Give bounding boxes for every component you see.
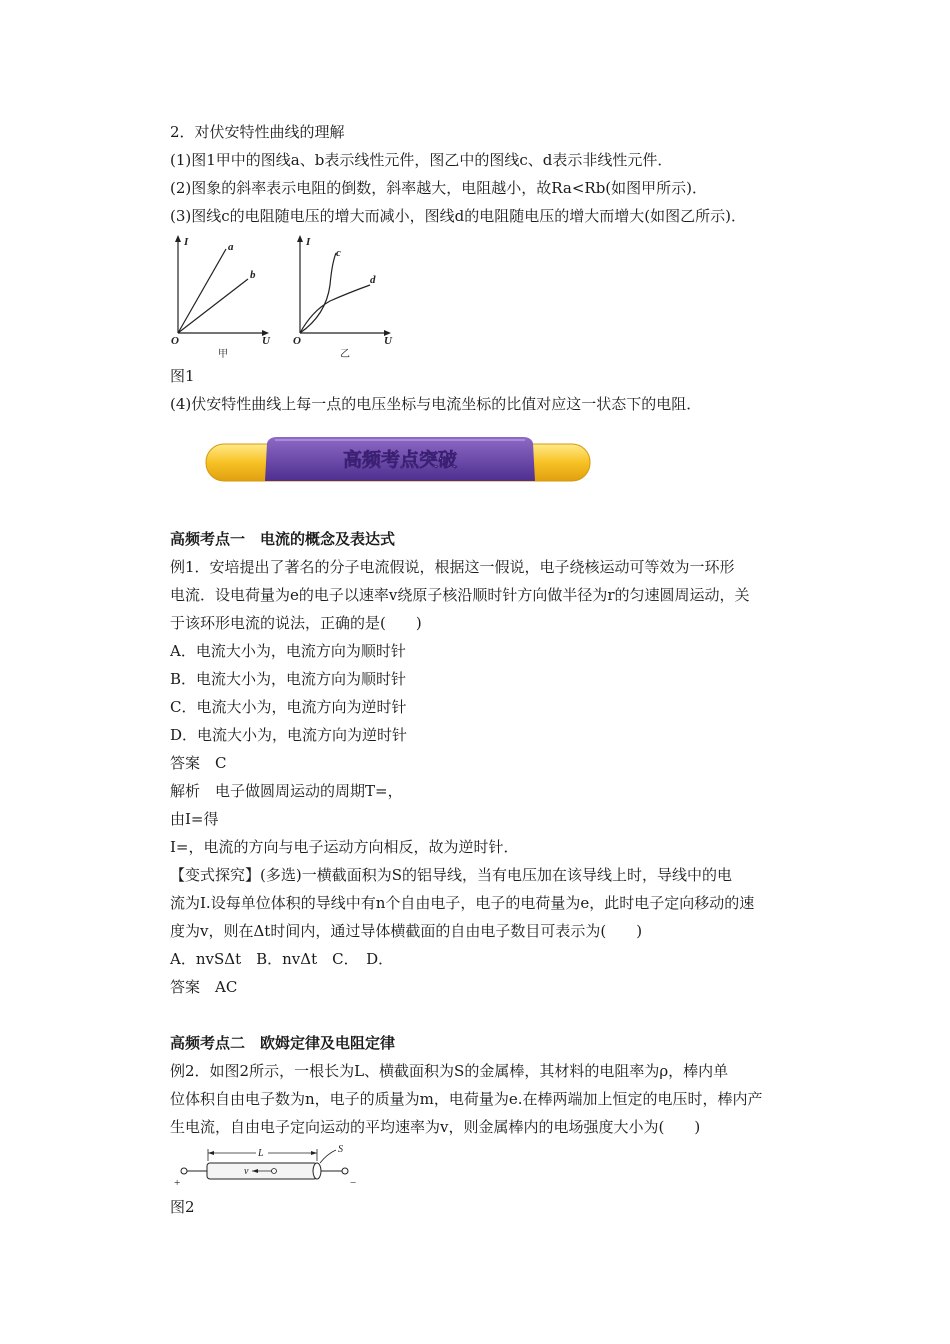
topic1-heading: 高频考点一 电流的概念及表达式 <box>170 530 396 548</box>
topic1-block <box>170 525 820 1141</box>
figure2-metal-rod <box>172 1142 372 1190</box>
area-label: S <box>338 1144 343 1155</box>
variant-line3: 度为v，则在Δt时间内，通过导体横截面的自由电子数目可表示为( ) <box>170 922 643 940</box>
example1-line3: 于该环形电流的说法，正确的是( ) <box>170 614 422 632</box>
section-banner <box>205 437 591 483</box>
axis-u-label-left: U <box>262 335 270 347</box>
line-a-label: a <box>228 241 234 253</box>
paragraph-2: (2)图象的斜率表示电阻的倒数，斜率越大，电阻越小，故Ra<Rb(如图甲所示)． <box>170 179 708 197</box>
answer-1: 答案 C <box>170 754 227 772</box>
topic2-heading: 高频考点二 欧姆定律及电阻定律 <box>170 1034 396 1052</box>
curve-c <box>300 253 336 333</box>
banner-text: 高频考点突破 <box>342 449 458 471</box>
origin-label-right: O <box>293 335 301 347</box>
example2-line3: 生电流，自由电子定向运动的平均速率为v，则金属棒内的电场强度大小为( ) <box>170 1118 701 1136</box>
terminal-left <box>181 1168 187 1174</box>
figure2-label: 图2 <box>170 1198 195 1216</box>
line-a <box>178 249 226 333</box>
spacer <box>170 1001 820 1029</box>
figure2-caption-block <box>170 1193 820 1221</box>
option-a: A．电流大小为，电流方向为顺时针 <box>170 642 406 660</box>
length-arrow-right <box>311 1151 317 1155</box>
terminal-right <box>342 1168 348 1174</box>
variant-line1: 【变式探究】(多选)一横截面积为S的铝导线，当有电压加在该导线上时，导线中的电 <box>170 866 732 884</box>
axis-u-label-right: U <box>384 335 392 347</box>
graph-right <box>293 235 393 360</box>
velocity-label: v <box>244 1166 249 1177</box>
line-b <box>178 279 248 333</box>
option-b: B．电流大小为，电流方向为顺时针 <box>170 670 407 688</box>
curve-d <box>300 285 370 333</box>
figure1-label: 图1 <box>170 367 195 385</box>
length-label: L <box>258 1148 264 1159</box>
length-arrow-left <box>208 1151 214 1155</box>
rod-end <box>313 1163 321 1179</box>
i-axis-arrow-right <box>297 235 303 242</box>
variant-options: A．nvSΔt B．nvΔt C． D． <box>170 950 394 968</box>
example1-line2: 电流．设电荷量为e的电子以速率v绕原子核沿顺时针方向做半径为r的匀速圆周运动，关 <box>170 586 750 604</box>
line-b-label: b <box>250 269 256 281</box>
caption-right: 乙 <box>340 349 350 360</box>
variant-answer: 答案 AC <box>170 978 238 996</box>
minus-sign: − <box>350 1177 357 1189</box>
origin-label-left: O <box>171 335 179 347</box>
area-pointer <box>320 1150 336 1163</box>
axis-i-label-right: I <box>306 236 311 248</box>
graph-left <box>171 235 271 360</box>
analysis-line3: I=，电流的方向与电子运动方向相反，故为逆时针． <box>170 838 519 856</box>
analysis-line1: 解析 电子做圆周运动的周期T=， <box>170 782 403 800</box>
section-title: 2．对伏安特性曲线的理解 <box>170 123 345 141</box>
example1-line1: 例1．安培提出了著名的分子电流假说，根据这一假说，电子绕核运动可等效为一环形 <box>170 558 735 576</box>
curve-d-label: d <box>370 274 376 286</box>
paragraph-3: (3)图线c的电阻随电压的增大而减小，图线d的电阻随电压的增大而增大(如图乙所示)． <box>170 207 746 225</box>
paragraph-4: (4)伏安特性曲线上每一点的电压坐标与电流坐标的比值对应这一状态下的电阻． <box>170 395 702 413</box>
curve-c-label: c <box>336 247 341 259</box>
axis-i-label-left: I <box>184 236 189 248</box>
i-axis-arrow-left <box>175 235 181 242</box>
example2-line1: 例2．如图2所示，一根长为L、横截面积为S的金属棒，其材料的电阻率为ρ，棒内单 <box>170 1062 729 1080</box>
caption-left: 甲 <box>218 349 228 360</box>
paragraph-1: (1)图1甲中的图线a、b表示线性元件，图乙中的图线c、d表示非线性元件． <box>170 151 673 169</box>
analysis-line2: 由I=得 <box>170 810 219 828</box>
option-d: D．电流大小为，电流方向为逆时针 <box>170 726 408 744</box>
option-c: C．电流大小为，电流方向为逆时针 <box>170 698 407 716</box>
example2-line2: 位体积自由电子数为n，电子的质量为m，电荷量为e.在棒两端加上恒定的电压时，棒内产 <box>170 1090 763 1108</box>
plus-sign: + <box>174 1177 181 1189</box>
variant-line2: 流为I.设每单位体积的导线中有n个自由电子，电子的电荷量为e，此时电子定向移动的速 <box>170 894 755 912</box>
figure1-iu-curves <box>170 233 410 363</box>
